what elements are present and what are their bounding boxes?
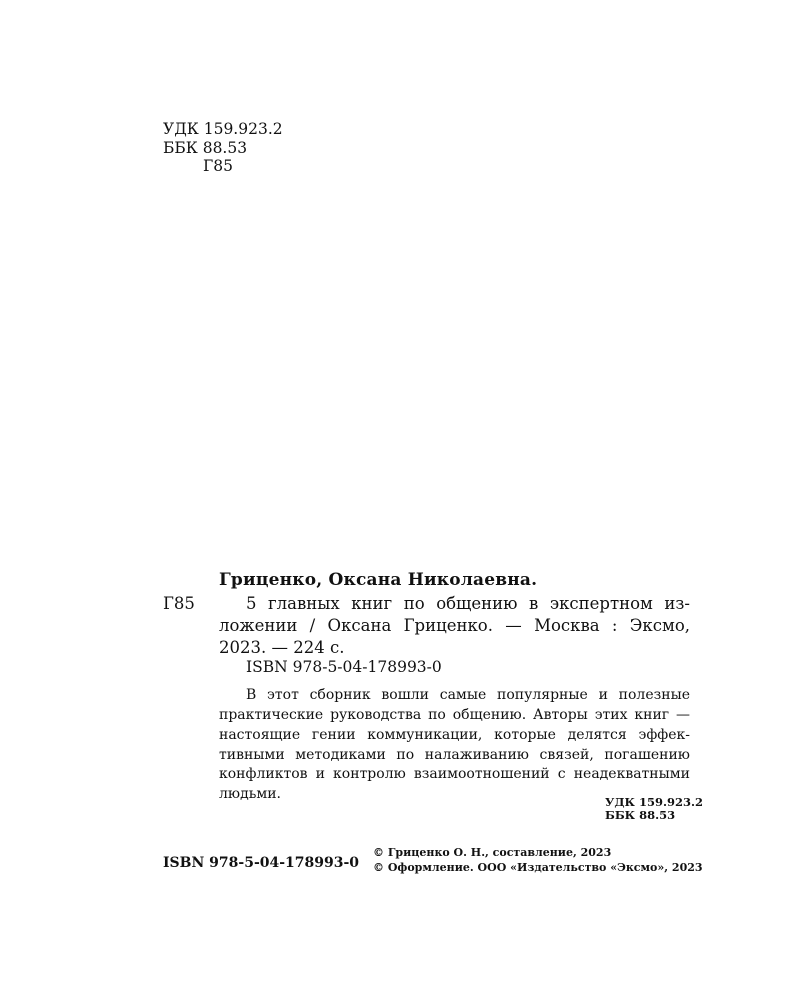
- annotation-line: людьми.: [219, 786, 281, 802]
- bbk-code-top: ББК 88.53: [163, 139, 248, 157]
- author-code-main: Г85: [163, 594, 195, 613]
- copyright-line: © Оформление. ООО «Издательство «Эксмо», 2023: [373, 861, 703, 874]
- bibliographic-line: 2023. — 224 с.: [219, 638, 345, 657]
- author-code-top: Г85: [203, 157, 233, 175]
- udk-code-top: УДК 159.923.2: [163, 120, 283, 138]
- isbn-footer: ISBN 978-5-04-178993-0: [163, 855, 360, 871]
- bibliographic-line: 5 главных книг по общению в экспертном из-: [246, 594, 690, 613]
- annotation-line: конфликтов и контролю взаимоотношений с неадекватными: [219, 766, 690, 782]
- udk-code-bottom: УДК 159.923.2: [605, 795, 704, 809]
- copyright-line: © Гриценко О. Н., составление, 2023: [373, 846, 612, 859]
- annotation-line: практические руководства по общению. Авторы этих книг —: [219, 707, 690, 723]
- annotation-line: тивными методиками по налаживанию связей, погашению: [219, 747, 690, 763]
- bibliographic-line: ложении / Оксана Гриценко. — Москва : Эксмо,: [219, 616, 690, 635]
- annotation-line: В этот сборник вошли самые популярные и полезные: [246, 687, 690, 703]
- author-heading: Гриценко, Оксана Николаевна.: [219, 570, 538, 590]
- annotation-line: настоящие гении коммуникации, которые делятся эффек-: [219, 727, 690, 743]
- isbn-inline: ISBN 978-5-04-178993-0: [246, 658, 442, 676]
- bbk-code-bottom: ББК 88.53: [605, 808, 676, 822]
